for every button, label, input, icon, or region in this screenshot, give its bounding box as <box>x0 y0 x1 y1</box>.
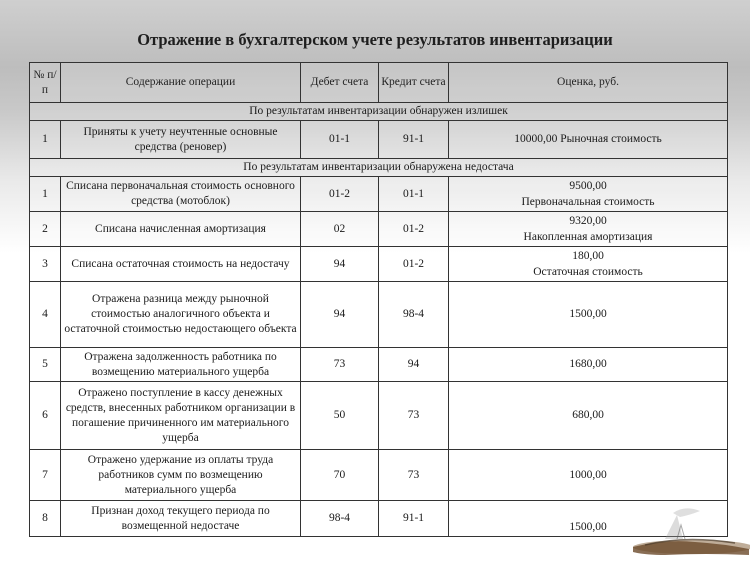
row-credit: 01-1 <box>379 177 449 212</box>
row-num: 4 <box>30 282 61 348</box>
row-debit: 94 <box>301 247 379 282</box>
row-amount-note: Остаточная стоимость <box>533 266 643 278</box>
row-debit: 02 <box>301 212 379 247</box>
row-content: Списана начисленная амортизация <box>61 212 301 247</box>
row-amount: 1500,00 <box>449 501 728 537</box>
header-content: Содержание операции <box>61 63 301 103</box>
section-title-surplus: По результатам инвентаризации обнаружен излишек <box>30 103 728 121</box>
section-row-surplus <box>30 103 728 121</box>
row-amount-cell <box>449 247 728 282</box>
row-debit: 94 <box>301 282 379 348</box>
row-num: 6 <box>30 382 61 450</box>
header-credit: Кредит счета <box>379 63 449 103</box>
row-num: 8 <box>30 501 61 537</box>
section-title-shortage: По результатам инвентаризации обнаружена недостача <box>30 159 728 177</box>
row-amount: 1680,00 <box>449 348 728 382</box>
row-content: Приняты к учету неучтенные основные средства (реновер) <box>61 121 301 159</box>
row-debit: 01-2 <box>301 177 379 212</box>
table-row <box>30 121 728 159</box>
row-debit: 01-1 <box>301 121 379 159</box>
table-row <box>30 282 728 348</box>
row-num: 1 <box>30 177 61 212</box>
row-credit: 73 <box>379 382 449 450</box>
row-debit: 50 <box>301 382 379 450</box>
row-content: Отражена разница между рыночной стоимостью аналогичного объекта и остаточной стоимостью недостающего объекта <box>61 282 301 348</box>
row-amount: 1000,00 <box>449 450 728 501</box>
header-num: № п/ п <box>30 63 61 103</box>
table-row <box>30 247 728 282</box>
row-debit: 70 <box>301 450 379 501</box>
row-amount: 9500,00 <box>569 180 607 192</box>
row-num: 5 <box>30 348 61 382</box>
row-amount: 1500,00 <box>449 282 728 348</box>
table-row <box>30 501 728 537</box>
table-row <box>30 450 728 501</box>
row-credit: 91-1 <box>379 501 449 537</box>
row-content: Списана остаточная стоимость на недостачу <box>61 247 301 282</box>
row-amount: 9320,00 <box>569 215 607 227</box>
section-row-shortage <box>30 159 728 177</box>
header-debit: Дебет счета <box>301 63 379 103</box>
row-credit: 01-2 <box>379 212 449 247</box>
table-row <box>30 348 728 382</box>
page-title: Отражение в бухгалтерском учете результатов инвентаризации <box>137 30 613 49</box>
row-credit: 94 <box>379 348 449 382</box>
table-header-row <box>30 63 728 103</box>
row-amount-note: Накопленная амортизация <box>523 231 653 243</box>
row-num: 2 <box>30 212 61 247</box>
row-amount: 180,00 <box>572 250 604 262</box>
row-debit: 73 <box>301 348 379 382</box>
row-credit: 91-1 <box>379 121 449 159</box>
row-amount: 680,00 <box>449 382 728 450</box>
row-content: Признан доход текущего периода по возмещенной недостаче <box>61 501 301 537</box>
row-content: Списана первоначальная стоимость основного средства (мотоблок) <box>61 177 301 212</box>
row-amount-cell <box>449 177 728 212</box>
table-row <box>30 382 728 450</box>
row-content: Отражено удержание из оплаты труда работников сумм по возмещению материального ущерба <box>61 450 301 501</box>
row-amount-cell <box>449 212 728 247</box>
row-content: Отражено поступление в кассу денежных средств, внесенных работником организации в погашение причиненного им материального ущерба <box>61 382 301 450</box>
row-num: 3 <box>30 247 61 282</box>
header-amount: Оценка, руб. <box>449 63 728 103</box>
table-row <box>30 212 728 247</box>
row-amount: 10000,00 Рыночная стоимость <box>449 121 728 159</box>
row-amount-note: Первоначальная стоимость <box>521 196 655 208</box>
row-debit: 98-4 <box>301 501 379 537</box>
row-num: 7 <box>30 450 61 501</box>
table-row <box>30 177 728 212</box>
row-credit: 73 <box>379 450 449 501</box>
row-credit: 98-4 <box>379 282 449 348</box>
row-credit: 01-2 <box>379 247 449 282</box>
row-num: 1 <box>30 121 61 159</box>
inventory-results-table <box>29 62 728 537</box>
row-content: Отражена задолженность работника по возмещению материального ущерба <box>61 348 301 382</box>
